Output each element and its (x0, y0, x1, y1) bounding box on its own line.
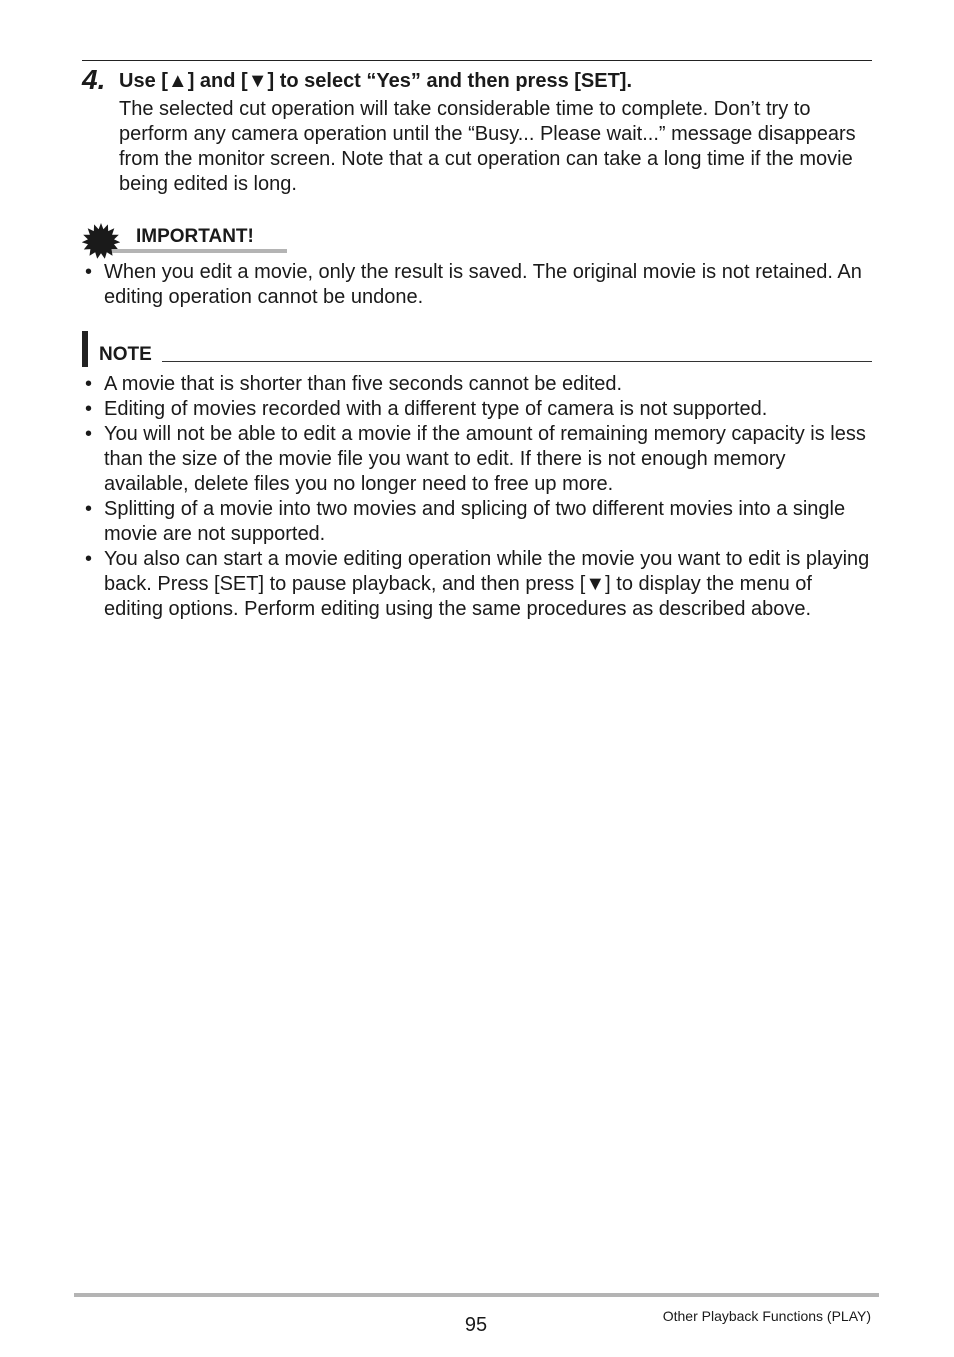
step-number: 4. (82, 64, 106, 95)
list-item-text: Editing of movies recorded with a different type of camera is not supported. (104, 398, 768, 420)
list-item (82, 497, 872, 547)
step-title: Use [▲] and [▼] to select “Yes” and then press [SET]. (119, 70, 633, 92)
note-list (82, 372, 872, 622)
important-label: IMPORTANT! (136, 226, 254, 247)
note-heading (82, 331, 872, 367)
list-item-text: Splitting of a movie into two movies and splicing of two different movies into a single movie are not supported. (104, 498, 846, 545)
list-item-text: When you edit a movie, only the result is saved. The original movie is not retained. An editing operation cannot be undone. (104, 261, 862, 308)
note-label: NOTE (99, 344, 152, 365)
list-item-text: You will not be able to edit a movie if the amount of remaining memory capacity is less than the size of the movie file you want to edit. If there is not enough memory available, delete files you no longer need to free up more. (104, 423, 866, 495)
bullet-mark: • (85, 498, 93, 520)
important-list (82, 260, 872, 310)
important-underline (112, 249, 287, 253)
bullet-mark: • (85, 373, 93, 395)
list-item (82, 547, 872, 622)
footer-rule (74, 1293, 879, 1297)
step-body: The selected cut operation will take considerable time to complete. Don’t try to perform any camera operation until the “Busy... Please wait...” message disappears from the monitor screen. Note that a cut operation can take a long time if the movie being edited is long. (119, 98, 856, 195)
section-name: Other Playback Functions (PLAY) (662, 1308, 871, 1324)
bullet-mark: • (85, 398, 93, 420)
top-rule (82, 60, 872, 61)
important-heading (82, 222, 287, 256)
list-item (82, 260, 872, 310)
note-rule (162, 361, 872, 362)
page-number: 95 (464, 1314, 488, 1336)
list-item (82, 397, 872, 422)
bullet-mark: • (85, 423, 93, 445)
list-item-text: You also can start a movie editing operation while the movie you want to edit is playing back. Press [SET] to pause playback, and then press [▼] to display the menu of editing options. Perform editing using the same procedures as described above. (104, 548, 870, 620)
bullet-mark: • (85, 548, 93, 570)
list-item (82, 422, 872, 497)
list-item (82, 372, 872, 397)
note-bar (82, 331, 88, 367)
bullet-mark: • (85, 261, 93, 283)
list-item-text: A movie that is shorter than five seconds cannot be edited. (104, 373, 623, 395)
burst-icon (82, 222, 120, 260)
